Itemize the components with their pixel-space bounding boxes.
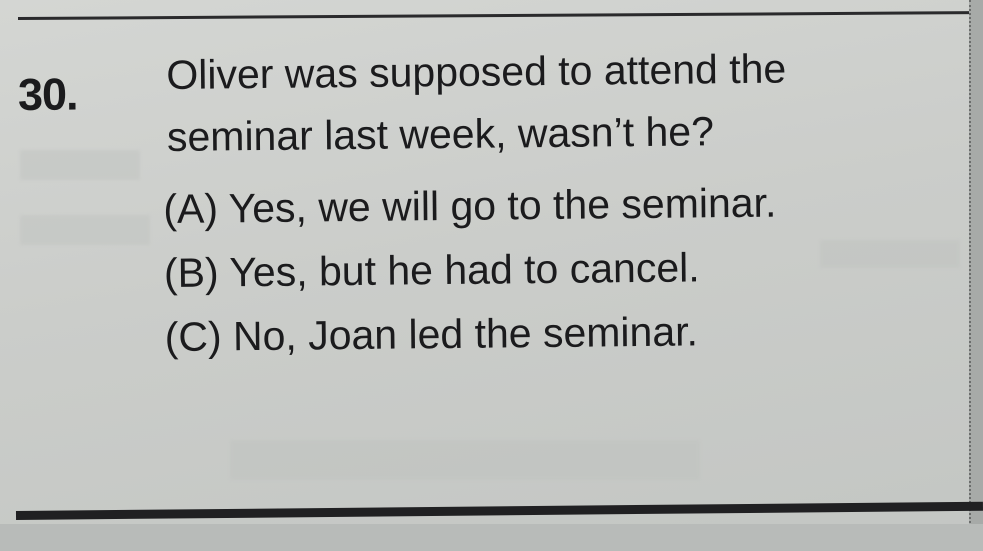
top-divider-line [18,11,973,20]
question-number: 30. [17,68,78,120]
choice-b: (B) Yes, but he had to cancel. [163,244,700,296]
bottom-page-margin [0,524,983,551]
bleed-through-shadow [230,440,700,480]
bleed-through-shadow [20,215,150,245]
bottom-divider-line [16,502,983,520]
choice-a: (A) Yes, we will go to the seminar. [163,179,777,232]
answer-choices [163,169,965,369]
bleed-through-shadow [20,150,140,180]
choice-c: (C) No, Joan led the seminar. [164,308,699,360]
question-line: seminar last week, wasn’t he? [166,108,715,160]
page-edge-perforation [969,0,983,551]
question-line: Oliver was supposed to attend the [166,45,787,98]
question-text [166,36,967,168]
